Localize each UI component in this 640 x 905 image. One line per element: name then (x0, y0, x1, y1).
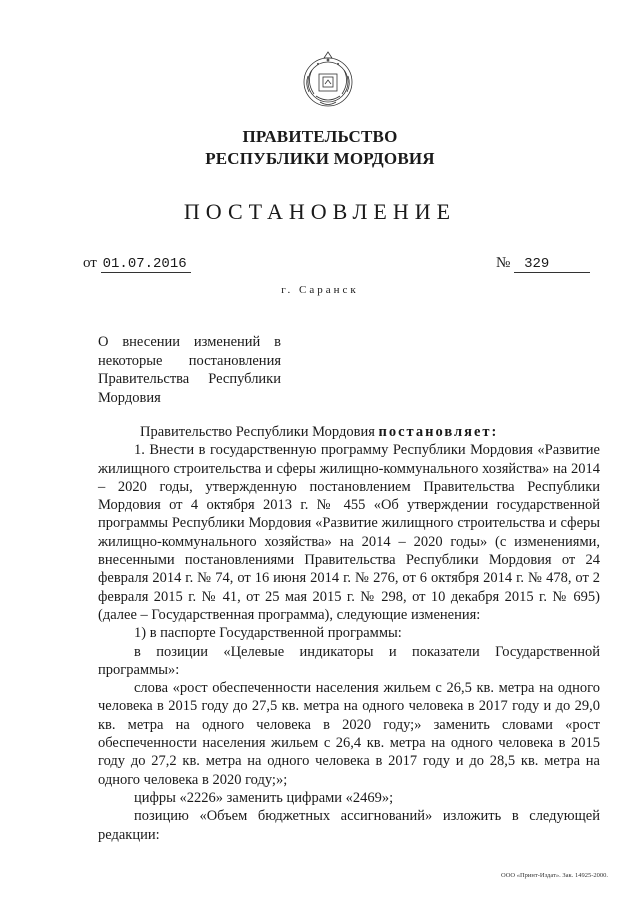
org-line-1: ПРАВИТЕЛЬСТВО (242, 127, 398, 146)
document-date (83, 255, 191, 272)
coat-of-arms-emblem (298, 48, 358, 112)
date-value: 01.07.2016 (101, 256, 191, 273)
issuing-authority (0, 126, 640, 170)
enacting-lead: Правительство Республики Мордовия (140, 424, 375, 440)
number-prefix: № (496, 255, 511, 271)
body-paragraph: позицию «Объем бюджетных ассигнований» изложить в следующей редакции: (98, 808, 600, 843)
body-paragraph: 1. Внести в государственную программу Республики Мордовия «Развитие жилищного строительства и сферы жилищно-коммунального хозяйства» на 2014 – 2020 годы, утвержденную постановлением Правительства Республики Мордовия от 4 октября 2013 г. № 455 «Об утверждении государственной программы Республики Мордовия «Развитие жилищного строительства и сферы жилищно-коммунального хозяйства» на 2014 – 2020 годы» (с изменениями, внесенными постановлениями Правительства Республики Мордовия от 24 февраля 2014 г. № 74, от 16 июня 2014 г. № 276, от 6 октября 2014 г. № 478, от 2 февраля 2015 г. № 41, от 25 мая 2015 г. № 298, от 10 декабря 2015 г. № 695) (далее – Государственная программа), следующие изменения: (98, 442, 600, 623)
enacting-clause (98, 423, 600, 441)
enacting-emphasis: постановляет: (378, 424, 499, 440)
date-prefix: от (83, 255, 97, 271)
body-paragraph: слова «рост обеспеченности населения жильем с 26,5 кв. метра на одного человека в 2015 году до 27,5 кв. метра на одного человека в 2017 году и до 29,0 кв. метра на одного человека в 2020 году;» заменить словами «рост обеспеченности населения жильем с 26,4 кв. метра на одного человека в 2015 году до 27,2 кв. метра на одного человека в 2017 году и до 28,5 кв. метра на одного человека в 2020 году;»; (98, 680, 600, 788)
printer-imprint: ООО «Принт-Издат». Зак. 14925-2000. (501, 872, 608, 879)
document-number (496, 255, 590, 273)
document-body (98, 423, 600, 844)
body-paragraph: цифры «2226» заменить цифрами «2469»; (134, 789, 394, 806)
document-subject: О внесении изменений в некоторые постановления Правительства Республики Мордовия (98, 334, 281, 406)
document-type-title: ПОСТАНОВЛЕНИЕ (183, 199, 457, 224)
body-paragraph: в позиции «Целевые индикаторы и показатели Государственной программы»: (98, 643, 600, 678)
number-value: 329 (514, 256, 590, 273)
org-line-2: РЕСПУБЛИКИ МОРДОВИЯ (205, 149, 435, 168)
body-paragraph: 1) в паспорте Государственной программы: (134, 625, 402, 642)
city-of-issue: г. Саранск (281, 284, 359, 296)
